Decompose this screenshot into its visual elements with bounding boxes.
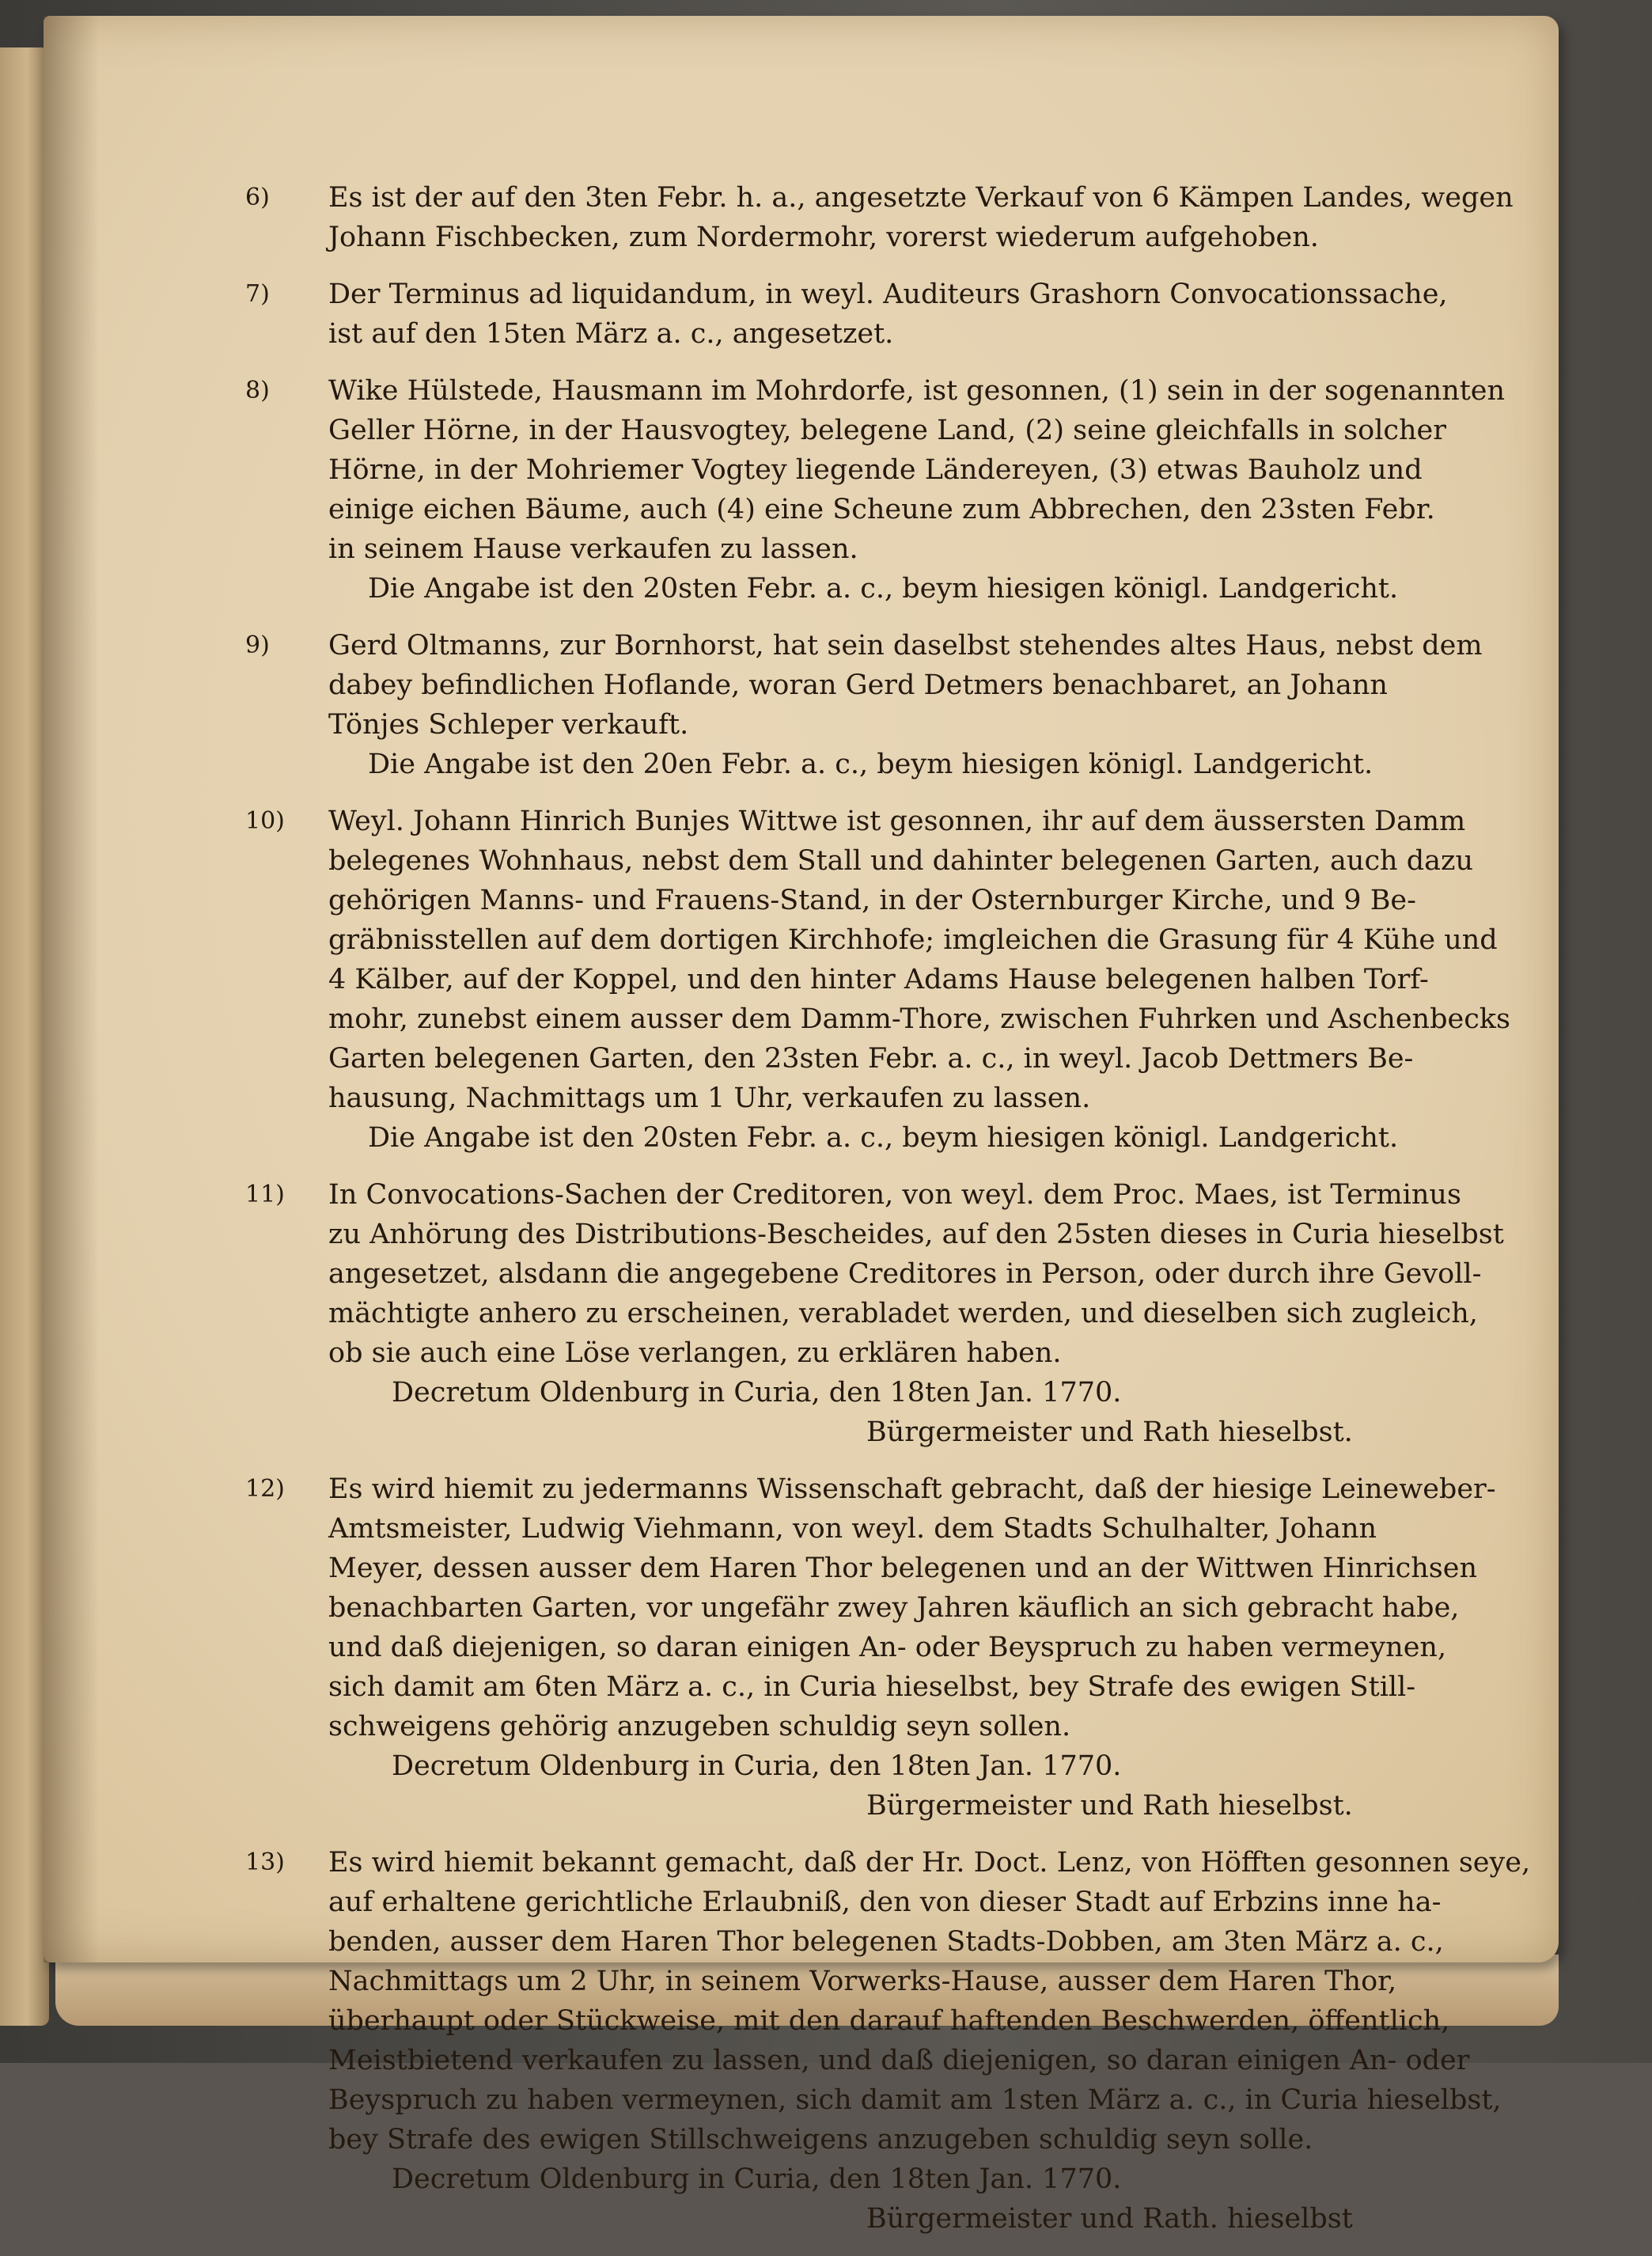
text-line: belegenes Wohnhaus, nebst dem Stall und dahinter belegenen Garten, auch dazu xyxy=(328,845,1473,877)
text-line: dabey befindlichen Hoflande, woran Gerd Detmers benachbaret, an Johann xyxy=(328,669,1388,701)
text-line: 4 Kälber, auf der Koppel, und den hinter Adams Hause belegenen halben Torf- xyxy=(328,964,1429,995)
notice-entry xyxy=(206,1469,1496,1826)
entry-number: 8) xyxy=(245,377,270,404)
text-line: Geller Hörne, in der Hausvogtey, belegene Land, (2) seine gleichfalls in solcher xyxy=(328,415,1446,446)
signature-line: Bürgermeister und Rath hieselbst. xyxy=(866,1790,1353,1822)
decree-line: Decretum Oldenburg in Curia, den 18ten Jan. 1770. xyxy=(392,1377,1122,1409)
entry-number: 12) xyxy=(245,1475,285,1503)
text-line: Es ist der auf den 3ten Febr. h. a., angesetzte Verkauf von 6 Kämpen Landes, wegen xyxy=(328,182,1514,214)
text-line: bey Strafe des ewigen Stillschweigens anzugeben schuldig seyn solle. xyxy=(328,2124,1313,2156)
text-line: Die Angabe ist den 20en Febr. a. c., beym hiesigen königl. Landgericht. xyxy=(368,749,1374,780)
text-line: Nachmittags um 2 Uhr, in seinem Vorwerks-Hause, ausser dem Haren Thor, xyxy=(328,1966,1397,1997)
text-line: einige eichen Bäume, auch (4) eine Scheune zum Abbrechen, den 23sten Febr. xyxy=(328,494,1435,525)
text-line: Weyl. Johann Hinrich Bunjes Wittwe ist gesonnen, ihr auf dem äussersten Damm xyxy=(328,806,1466,837)
text-line: Hörne, in der Mohriemer Vogtey liegende Ländereyen, (3) etwas Bauholz und xyxy=(328,454,1423,486)
text-line: Es wird hiemit zu jedermanns Wissenschaft gebracht, daß der hiesige Leineweber- xyxy=(328,1473,1496,1505)
text-line: Wike Hülstede, Hausmann im Mohrdorfe, ist gesonnen, (1) sein in der sogenannten xyxy=(328,375,1506,407)
signature-line: Bürgermeister und Rath. hieselbst xyxy=(866,2203,1353,2235)
text-line: ist auf den 15ten März a. c., angesetzet. xyxy=(328,318,894,350)
text-line: Garten belegenen Garten, den 23sten Febr. a. c., in weyl. Jacob Dettmers Be- xyxy=(328,1043,1414,1075)
text-line: In Convocations-Sachen der Creditoren, von weyl. dem Proc. Maes, ist Terminus xyxy=(328,1179,1461,1211)
notice-entry xyxy=(206,371,1506,609)
text-line: hausung, Nachmittags um 1 Uhr, verkaufen zu lassen. xyxy=(328,1083,1091,1114)
decree-line: Decretum Oldenburg in Curia, den 18ten Jan. 1770. xyxy=(392,1750,1122,1782)
text-line: in seinem Hause verkaufen zu lassen. xyxy=(328,533,858,565)
text-line: zu Anhörung des Distributions-Bescheides, auf den 25sten dieses in Curia hieselbst xyxy=(328,1219,1504,1250)
text-line: Meistbietend verkaufen zu lassen, und daß diejenigen, so daran einigen An- oder xyxy=(328,2045,1470,2076)
text-line: benachbarten Garten, vor ungefähr zwey Jahren käuflich an sich gebracht habe, xyxy=(328,1592,1460,1624)
signature-line: Bürgermeister und Rath hieselbst. xyxy=(866,1416,1353,1448)
text-line: Johann Fischbecken, zum Nordermohr, vorerst wiederum aufgehoben. xyxy=(328,222,1319,253)
text-line: sich damit am 6ten März a. c., in Curia hieselbst, bey Strafe des ewigen Still- xyxy=(328,1671,1416,1703)
text-line: gehörigen Manns- und Frauens-Stand, in der Osternburger Kirche, und 9 Be- xyxy=(328,885,1416,916)
notice-entry xyxy=(206,1843,1531,2239)
text-line: Die Angabe ist den 20sten Febr. a. c., beym hiesigen königl. Landgericht. xyxy=(368,1122,1399,1154)
entry-number: 10) xyxy=(245,807,285,835)
notice-entry xyxy=(206,626,1483,784)
text-line: gräbnisstellen auf dem dortigen Kirchhofe; imgleichen die Grasung für 4 Kühe und xyxy=(328,924,1498,956)
text-line: überhaupt oder Stückweise, mit den darauf haftenden Beschwerden, öffentlich, xyxy=(328,2005,1450,2037)
text-line: Es wird hiemit bekannt gemacht, daß der Hr. Doct. Lenz, von Höfften gesonnen seye, xyxy=(328,1847,1531,1879)
text-line: Der Terminus ad liquidandum, in weyl. Auditeurs Grashorn Convocationssache, xyxy=(328,279,1448,310)
text-line: angesetzet, alsdann die angegebene Creditores in Person, oder durch ihre Gevoll- xyxy=(328,1258,1482,1290)
text-line: Die Angabe ist den 20sten Febr. a. c., beym hiesigen königl. Landgericht. xyxy=(368,573,1399,605)
text-line: Amtsmeister, Ludwig Viehmann, von weyl. dem Stadts Schulhalter, Johann xyxy=(328,1513,1377,1545)
notice-entry xyxy=(206,1175,1504,1452)
notice-entry xyxy=(206,802,1510,1158)
text-line: auf erhaltene gerichtliche Erlaubniß, den von dieser Stadt auf Erbzins inne ha- xyxy=(328,1886,1442,1918)
text-line: ob sie auch eine Löse verlangen, zu erklären haben. xyxy=(328,1337,1062,1369)
text-line: benden, ausser dem Haren Thor belegenen Stadts-Dobben, am 3ten März a. c., xyxy=(328,1926,1444,1958)
text-line: mohr, zunebst einem ausser dem Damm-Thore, zwischen Fuhrken und Aschenbecks xyxy=(328,1003,1510,1035)
entry-number: 7) xyxy=(245,280,270,308)
notice-entry xyxy=(206,275,1448,354)
text-line: Beyspruch zu haben vermeynen, sich damit am 1sten März a. c., in Curia hieselbst, xyxy=(328,2084,1502,2116)
text-line: Tönjes Schleper verkauft. xyxy=(328,709,689,741)
text-line: schweigens gehörig anzugeben schuldig seyn sollen. xyxy=(328,1711,1071,1742)
notice-text-block xyxy=(206,178,1531,2256)
text-line: mächtigte anhero zu erscheinen, verabladet werden, und dieselben sich zugleich, xyxy=(328,1298,1478,1329)
gutter-shadow xyxy=(44,16,99,1962)
entry-number: 13) xyxy=(245,1848,285,1876)
text-line: Gerd Oltmanns, zur Bornhorst, hat sein daselbst stehendes altes Haus, nebst dem xyxy=(328,630,1483,662)
text-line: Meyer, dessen ausser dem Haren Thor belegenen und an der Wittwen Hinrichsen xyxy=(328,1553,1477,1584)
entry-number: 9) xyxy=(245,631,270,659)
notice-entry xyxy=(206,178,1514,257)
entry-number: 11) xyxy=(245,1181,285,1208)
facing-page-edge xyxy=(0,47,49,2026)
decree-line: Decretum Oldenburg in Curia, den 18ten Jan. 1770. xyxy=(392,2163,1122,2195)
text-line: und daß diejenigen, so daran einigen An- oder Beyspruch zu haben vermeynen, xyxy=(328,1632,1447,1663)
entry-number: 6) xyxy=(245,184,270,211)
